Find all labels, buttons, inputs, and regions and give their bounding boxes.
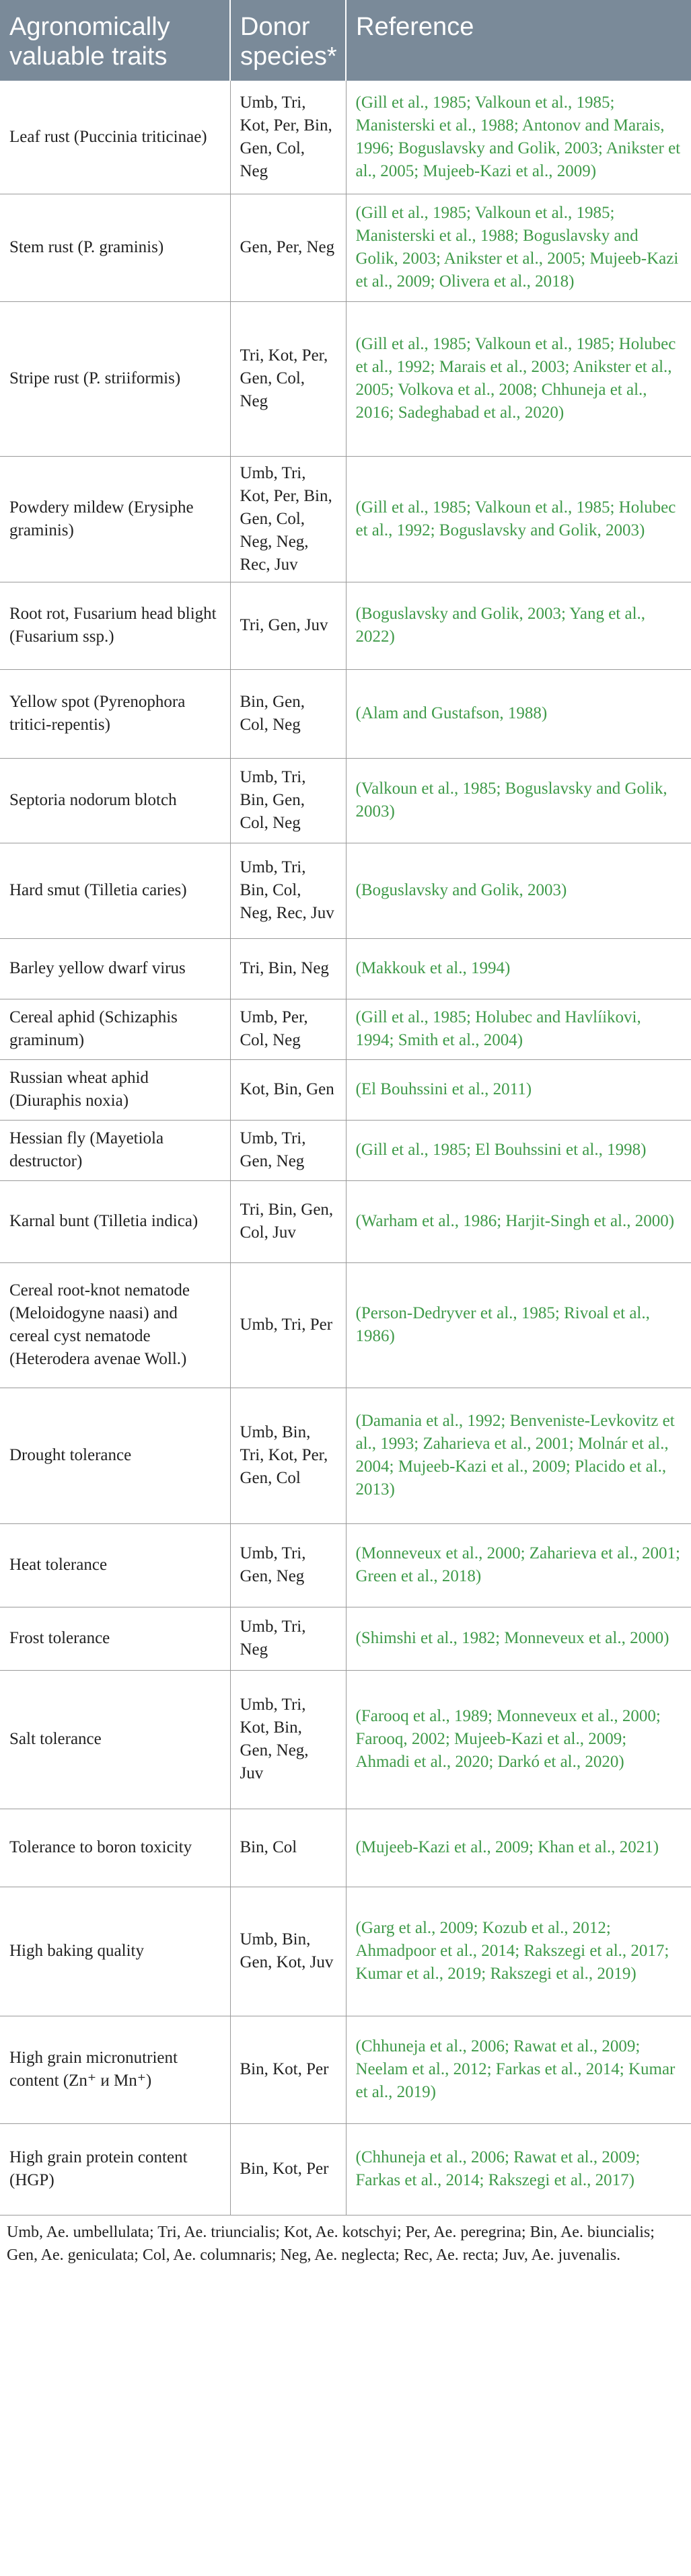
trait-cell: Stripe rust (P. striiformis) [0, 301, 230, 456]
table-row [0, 1607, 691, 1670]
trait-cell: Drought tolerance [0, 1388, 230, 1523]
reference-cell: (Farooq et al., 1989; Monneveux et al., 2000; Farooq, 2002; Mujeeb-Kazi et al., 2009; Ahmadi et al., 2020; Darkó et al., 2020) [346, 1670, 691, 1809]
reference-cell: (Makkouk et al., 1994) [346, 938, 691, 999]
reference-cell: (Boguslavsky and Golik, 2003; Yang et al., 2022) [346, 582, 691, 669]
reference-cell: (Gill et al., 1985; Valkoun et al., 1985; Manisterski et al., 1988; Antonov and Marais, 1996; Boguslavsky and Golik, 2003; Anikster et al., 2005; Mujeeb-Kazi et al., 2009) [346, 81, 691, 194]
donor-cell: Umb, Tri, Bin, Gen, Col, Neg [230, 758, 346, 843]
trait-cell: Cereal root-knot nematode (Meloidogyne naasi) and cereal cyst nematode (Heterodera avenae Woll.) [0, 1262, 230, 1388]
trait-cell: High grain micronutrient content (Zn⁺ и Mn⁺) [0, 2016, 230, 2123]
reference-cell: (Gill et al., 1985; Valkoun et al., 1985; Holubec et al., 1992; Marais et al., 2003; Anikster et al., 2005; Volkova et al., 2008; Chhuneja et al., 2016; Sadeghabad et al., 2020) [346, 301, 691, 456]
table-row [0, 669, 691, 758]
donor-cell: Tri, Bin, Gen, Col, Juv [230, 1180, 346, 1262]
donor-cell: Bin, Col [230, 1809, 346, 1887]
reference-cell: (Shimshi et al., 1982; Monneveux et al., 2000) [346, 1607, 691, 1670]
donor-cell: Kot, Bin, Gen [230, 1059, 346, 1120]
table-row [0, 456, 691, 582]
donor-cell: Umb, Tri, Gen, Neg [230, 1120, 346, 1180]
table-row [0, 758, 691, 843]
trait-cell: Salt tolerance [0, 1670, 230, 1809]
trait-cell: Cereal aphid (Schizaphis graminum) [0, 999, 230, 1059]
trait-cell: Powdery mildew (Erysiphe graminis) [0, 456, 230, 582]
trait-cell: High baking quality [0, 1887, 230, 2016]
table-row [0, 1809, 691, 1887]
trait-cell: Frost tolerance [0, 1607, 230, 1670]
header-donor-species: Donor species* [230, 0, 346, 81]
reference-cell: (Person-Dedryver et al., 1985; Rivoal et al., 1986) [346, 1262, 691, 1388]
trait-cell: High grain protein content (HGP) [0, 2123, 230, 2215]
table-row [0, 301, 691, 456]
table-row [0, 1120, 691, 1180]
trait-cell: Hard smut (Tilletia caries) [0, 843, 230, 938]
table-row [0, 1059, 691, 1120]
table-row [0, 1388, 691, 1523]
trait-cell: Septoria nodorum blotch [0, 758, 230, 843]
table-row [0, 194, 691, 301]
reference-cell: (Valkoun et al., 1985; Boguslavsky and Golik, 2003) [346, 758, 691, 843]
reference-cell: (Gill et al., 1985; Holubec and Havlíikovi, 1994; Smith et al., 2004) [346, 999, 691, 1059]
donor-cell: Umb, Tri, Kot, Per, Bin, Gen, Col, Neg [230, 81, 346, 194]
header-reference: Reference [346, 0, 691, 81]
donor-cell: Umb, Tri, Gen, Neg [230, 1523, 346, 1607]
table-row [0, 999, 691, 1059]
trait-cell: Tolerance to boron toxicity [0, 1809, 230, 1887]
table-row [0, 2016, 691, 2123]
trait-cell: Leaf rust (Puccinia triticinae) [0, 81, 230, 194]
table-row [0, 1670, 691, 1809]
trait-cell: Russian wheat aphid (Diuraphis noxia) [0, 1059, 230, 1120]
donor-cell: Umb, Tri, Neg [230, 1607, 346, 1670]
reference-cell: (Boguslavsky and Golik, 2003) [346, 843, 691, 938]
trait-cell: Yellow spot (Pyrenophora tritici-repentis) [0, 669, 230, 758]
donor-cell: Bin, Kot, Per [230, 2016, 346, 2123]
table-row [0, 1523, 691, 1607]
donor-cell: Umb, Tri, Bin, Col, Neg, Rec, Juv [230, 843, 346, 938]
reference-cell: (Chhuneja et al., 2006; Rawat et al., 2009; Farkas et al., 2014; Rakszegi et al., 2017) [346, 2123, 691, 2215]
trait-cell: Stem rust (P. graminis) [0, 194, 230, 301]
trait-cell: Karnal bunt (Tilletia indica) [0, 1180, 230, 1262]
table-row [0, 843, 691, 938]
trait-cell: Hessian fly (Mayetiola destructor) [0, 1120, 230, 1180]
table-header-row [0, 0, 691, 81]
donor-cell: Bin, Gen, Col, Neg [230, 669, 346, 758]
table-row [0, 81, 691, 194]
reference-cell: (Damania et al., 1992; Benveniste-Levkovitz et al., 1993; Zaharieva et al., 2001; Molnár et al., 2004; Mujeeb-Kazi et al., 2009; Placido et al., 2013) [346, 1388, 691, 1523]
reference-cell: (El Bouhssini et al., 2011) [346, 1059, 691, 1120]
table-row [0, 582, 691, 669]
reference-cell: (Mujeeb-Kazi et al., 2009; Khan et al., 2021) [346, 1809, 691, 1887]
table-row [0, 938, 691, 999]
table-row [0, 2123, 691, 2215]
donor-cell: Umb, Tri, Kot, Bin, Gen, Neg, Juv [230, 1670, 346, 1809]
reference-cell: (Monneveux et al., 2000; Zaharieva et al., 2001; Green et al., 2018) [346, 1523, 691, 1607]
reference-cell: (Garg et al., 2009; Kozub et al., 2012; Ahmadpoor et al., 2014; Rakszegi et al., 2017; Kumar et al., 2019; Rakszegi et al., 2019) [346, 1887, 691, 2016]
header-traits: Agronomically valuable traits [0, 0, 230, 81]
donor-cell: Bin, Kot, Per [230, 2123, 346, 2215]
donor-cell: Umb, Per, Col, Neg [230, 999, 346, 1059]
reference-cell: (Chhuneja et al., 2006; Rawat et al., 2009; Neelam et al., 2012; Farkas et al., 2014; Kumar et al., 2019) [346, 2016, 691, 2123]
reference-cell: (Gill et al., 1985; El Bouhssini et al., 1998) [346, 1120, 691, 1180]
table-footnote: Umb, Ae. umbellulata; Tri, Ae. triuncialis; Kot, Ae. kotschyi; Per, Ae. peregrina; Bin, Ae. biuncialis; Gen, Ae. geniculata; Col, Ae. columnaris; Neg, Ae. neglecta; Rec, Ae. recta; Juv, Ae. juvenalis. [7, 2223, 655, 2264]
table-row [0, 1262, 691, 1388]
trait-cell: Root rot, Fusarium head blight (Fusarium ssp.) [0, 582, 230, 669]
donor-cell: Tri, Kot, Per, Gen, Col, Neg [230, 301, 346, 456]
donor-cell: Umb, Bin, Gen, Kot, Juv [230, 1887, 346, 2016]
donor-cell: Tri, Gen, Juv [230, 582, 346, 669]
donor-cell: Umb, Tri, Kot, Per, Bin, Gen, Col, Neg, Neg, Rec, Juv [230, 456, 346, 582]
reference-cell: (Alam and Gustafson, 1988) [346, 669, 691, 758]
table-row [0, 1180, 691, 1262]
donor-cell: Gen, Per, Neg [230, 194, 346, 301]
table-row [0, 1887, 691, 2016]
trait-cell: Heat tolerance [0, 1523, 230, 1607]
donor-cell: Tri, Bin, Neg [230, 938, 346, 999]
reference-cell: (Gill et al., 1985; Valkoun et al., 1985; Holubec et al., 1992; Boguslavsky and Golik, 2003) [346, 456, 691, 582]
reference-cell: (Gill et al., 1985; Valkoun et al., 1985; Manisterski et al., 1988; Boguslavsky and Golik, 2003; Anikster et al., 2005; Mujeeb-Kazi et al., 2009; Olivera et al., 2018) [346, 194, 691, 301]
reference-cell: (Warham et al., 1986; Harjit-Singh et al., 2000) [346, 1180, 691, 1262]
donor-cell: Umb, Bin, Tri, Kot, Per, Gen, Col [230, 1388, 346, 1523]
trait-cell: Barley yellow dwarf virus [0, 938, 230, 999]
donor-cell: Umb, Tri, Per [230, 1262, 346, 1388]
